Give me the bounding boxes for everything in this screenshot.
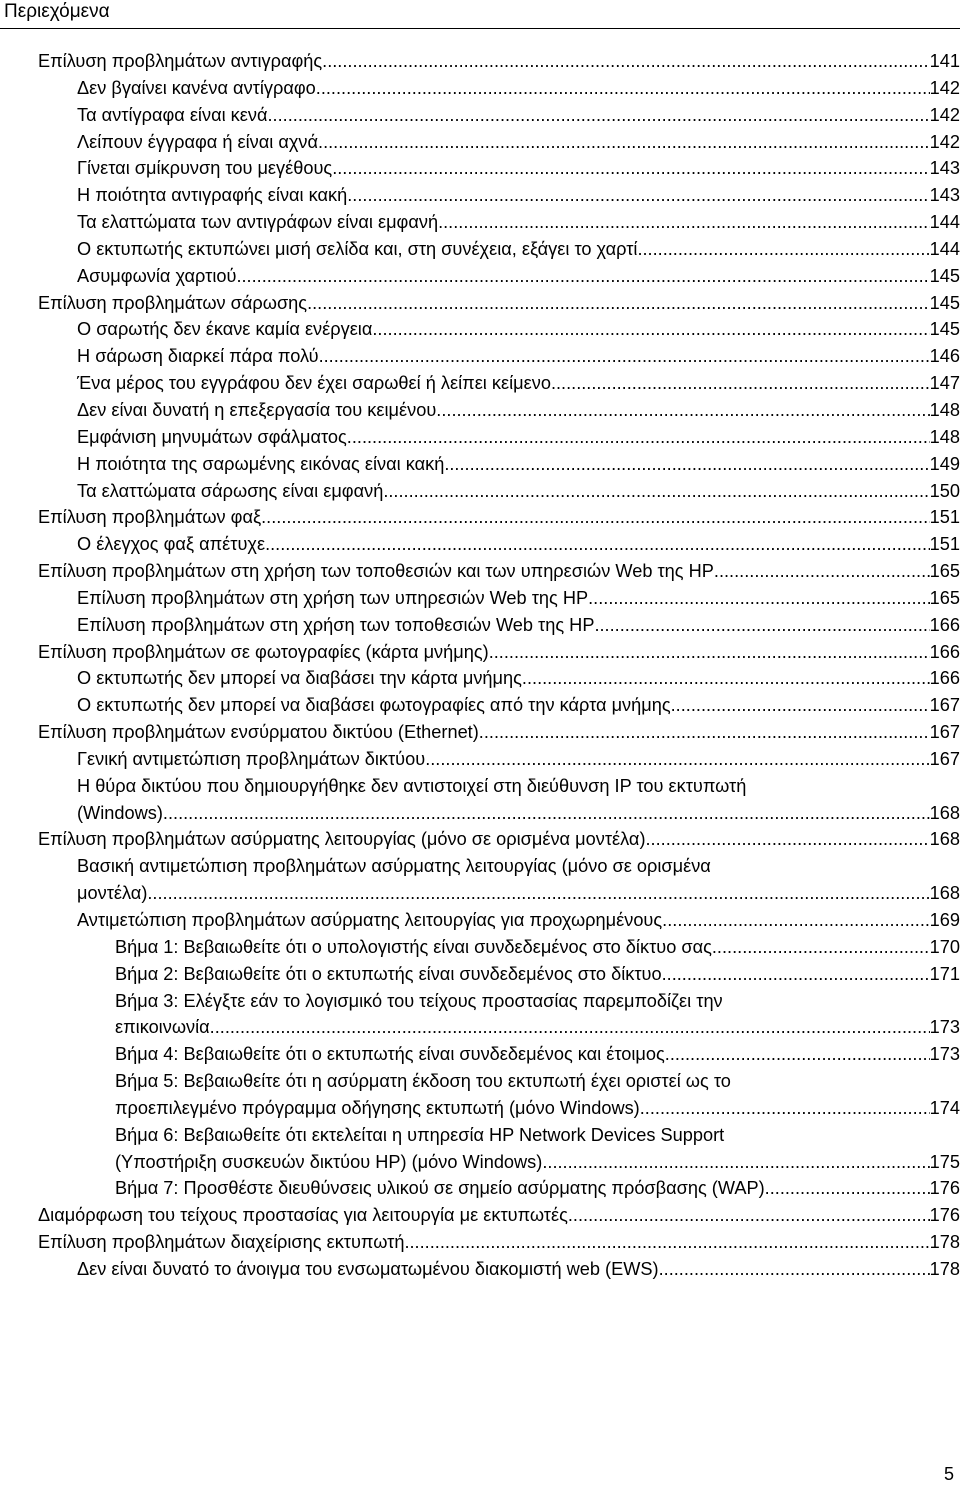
toc-entry[interactable] <box>0 585 960 612</box>
toc-page-number: 174 <box>929 1097 960 1118</box>
toc-entry[interactable] <box>0 558 960 585</box>
toc-page-number: 173 <box>929 1044 960 1065</box>
dot-leader <box>444 451 929 478</box>
dot-leader <box>372 316 929 343</box>
toc-entry-text: Ασυμφωνία χαρτιού <box>77 265 237 286</box>
dot-leader <box>347 424 930 451</box>
dot-leader <box>268 102 930 129</box>
toc-entry[interactable] <box>0 988 960 1042</box>
toc-page-number: 166 <box>929 668 960 689</box>
toc-entry[interactable] <box>0 1122 960 1176</box>
toc-page-number: 165 <box>929 587 960 608</box>
toc-page-number: 148 <box>929 399 960 420</box>
toc-entry-text: Ο εκτυπωτής εκτυπώνει μισή σελίδα και, στη συνέχεια, εξάγει το χαρτί <box>77 238 638 259</box>
dot-leader <box>522 665 930 692</box>
dot-leader <box>265 531 930 558</box>
toc-entry-text: Ένα μέρος του εγγράφου δεν έχει σαρωθεί ή λείπει κείμενο <box>77 373 551 394</box>
toc-entry-text: (Υποστήριξη συσκευών δικτύου HP) (μόνο Windows) <box>115 1151 543 1172</box>
dot-leader <box>322 48 930 75</box>
dot-leader <box>147 880 929 907</box>
toc-entry-text: Αντιμετώπιση προβλημάτων ασύρματης λειτουργίας για προχωρημένους <box>77 910 663 930</box>
toc-entry-text: Η ποιότητα αντιγραφής είναι κακή <box>77 185 348 206</box>
toc-page-number: 146 <box>929 346 960 367</box>
toc-entry-text: Τα ελαττώματα των αντιγράφων είναι εμφανή <box>77 212 439 233</box>
dot-leader <box>659 1256 930 1283</box>
toc-page-number: 166 <box>929 614 960 635</box>
toc-entry-text: Επίλυση προβλημάτων ασύρματης λειτουργίας (μόνο σε ορισμένα μοντέλα) <box>38 829 646 850</box>
dot-leader <box>551 370 930 397</box>
toc-entry[interactable] <box>0 397 960 424</box>
toc-entry[interactable] <box>0 182 960 209</box>
toc-entry[interactable] <box>0 209 960 236</box>
dot-leader <box>319 343 930 370</box>
toc-entry-text: (Windows) <box>77 802 163 823</box>
toc-entry-text-line: Βήμα 3: Ελέγξτε εάν το λογισμικό του τείχους προστασίας παρεμποδίζει την <box>115 990 723 1011</box>
table-of-contents <box>0 48 960 1283</box>
toc-entry[interactable] <box>0 48 960 75</box>
toc-page-number: 169 <box>929 910 960 930</box>
toc-page-number: 178 <box>929 1258 960 1279</box>
toc-page-number: 142 <box>929 131 960 152</box>
toc-entry[interactable] <box>0 102 960 129</box>
toc-entry[interactable] <box>0 1175 960 1202</box>
toc-entry-text: Ο εκτυπωτής δεν μπορεί να διαβάσει φωτογραφίες από την κάρτα μνήμης <box>77 695 671 716</box>
toc-page-number: 178 <box>929 1232 960 1253</box>
toc-page-number: 147 <box>929 373 960 394</box>
toc-page-number: 143 <box>929 158 960 179</box>
toc-entry[interactable] <box>0 1202 960 1229</box>
dot-leader <box>163 800 930 827</box>
toc-entry[interactable] <box>0 665 960 692</box>
toc-entry-text: Επίλυση προβλημάτων διαχείρισης εκτυπωτή <box>38 1232 405 1253</box>
toc-page-number: 142 <box>929 104 960 125</box>
toc-entry-text: Λείπουν έγγραφα ή είναι αχνά <box>77 131 319 152</box>
dot-leader <box>646 826 930 853</box>
toc-entry-text-line: Βασική αντιμετώπιση προβλημάτων ασύρματης λειτουργίας (μόνο σε ορισμένα <box>77 856 711 877</box>
toc-entry[interactable] <box>0 719 960 746</box>
toc-entry-text: Διαμόρφωση του τείχους προστασίας για λειτουργία με εκτυπωτές <box>38 1205 568 1226</box>
dot-leader <box>347 182 929 209</box>
dot-leader <box>316 75 930 102</box>
toc-entry-text: Εμφάνιση μηνυμάτων σφάλματος <box>77 426 347 447</box>
toc-entry-text: Δεν είναι δυνατή η επεξεργασία του κειμένου <box>77 399 437 420</box>
toc-page-number: 145 <box>929 265 960 286</box>
dot-leader <box>640 1095 930 1122</box>
toc-page-number: 145 <box>929 319 960 340</box>
toc-entry-text: Η ποιότητα της σαρωμένης εικόνας είναι κακή <box>77 453 445 474</box>
toc-entry-text: Επίλυση προβλημάτων στη χρήση των τοποθεσιών και των υπηρεσιών Web της HP <box>38 561 714 582</box>
toc-page-number: 176 <box>929 1205 960 1226</box>
toc-page-number: 144 <box>929 238 960 259</box>
dot-leader <box>438 209 930 236</box>
toc-page-number: 165 <box>929 561 960 582</box>
toc-entry[interactable] <box>0 1229 960 1256</box>
toc-entry[interactable] <box>0 370 960 397</box>
toc-entry[interactable] <box>0 424 960 451</box>
toc-entry-text: Επίλυση προβλημάτων φαξ <box>38 507 262 528</box>
toc-entry-text: Γενική αντιμετώπιση προβλημάτων δικτύου <box>77 748 426 769</box>
toc-entry-text: Ο σαρωτής δεν έκανε καμία ενέργεια <box>77 319 373 340</box>
toc-entry-text: Βήμα 7: Προσθέστε διευθύνσεις υλικού σε σημείο ασύρματης πρόσβασης (WAP) <box>115 1178 765 1199</box>
toc-entry[interactable] <box>0 961 960 988</box>
dot-leader <box>236 263 929 290</box>
dot-leader <box>662 961 930 988</box>
toc-entry[interactable] <box>0 612 960 639</box>
toc-page-number: 141 <box>929 51 960 71</box>
toc-page-number: 173 <box>929 1017 960 1038</box>
toc-entry-text: επικοινωνία <box>115 1017 210 1038</box>
toc-entry-text: Βήμα 1: Βεβαιωθείτε ότι ο υπολογιστής είναι συνδεδεμένος στο δίκτυο σας <box>115 936 712 957</box>
toc-entry[interactable] <box>0 155 960 182</box>
toc-entry-text: Δεν είναι δυνατό το άνοιγμα του ενσωματωμένου διακομιστή web (EWS) <box>77 1258 659 1279</box>
toc-entry-text: Τα αντίγραφα είναι κενά <box>77 104 268 125</box>
toc-entry-text: Βήμα 2: Βεβαιωθείτε ότι ο εκτυπωτής είναι συνδεδεμένος στο δίκτυο <box>115 963 662 984</box>
page-header <box>0 0 960 29</box>
toc-page-number: 167 <box>929 695 960 716</box>
dot-leader <box>307 290 930 317</box>
toc-page-number: 171 <box>929 963 960 984</box>
toc-entry[interactable] <box>0 934 960 961</box>
toc-entry[interactable] <box>0 504 960 531</box>
toc-entry[interactable] <box>0 746 960 773</box>
toc-entry-text: προεπιλεγμένο πρόγραμμα οδήγησης εκτυπωτή (μόνο Windows) <box>115 1097 640 1118</box>
toc-page-number: 170 <box>929 936 960 957</box>
dot-leader <box>383 478 929 505</box>
toc-page-number: 145 <box>929 292 960 313</box>
toc-entry[interactable] <box>0 129 960 156</box>
dot-leader <box>318 129 930 156</box>
toc-entry[interactable] <box>0 639 960 666</box>
toc-page-number: 176 <box>929 1178 960 1199</box>
dot-leader <box>662 907 929 934</box>
dot-leader <box>261 504 930 531</box>
dot-leader <box>542 1149 929 1176</box>
toc-entry-text: Η σάρωση διαρκεί πάρα πολύ <box>77 346 319 367</box>
toc-page-number: 168 <box>929 802 960 823</box>
toc-entry[interactable] <box>0 1256 960 1283</box>
toc-entry-text: Επίλυση προβλημάτων σε φωτογραφίες (κάρτα μνήμης) <box>38 641 489 662</box>
toc-entry-text-line: Η θύρα δικτύου που δημιουργήθηκε δεν αντιστοιχεί στη διεύθυνση IP του εκτυπωτή <box>77 775 747 796</box>
dot-leader <box>671 692 930 719</box>
dot-leader <box>588 585 930 612</box>
toc-entry-text: Επίλυση προβλημάτων ενσύρματου δικτύου (Ethernet) <box>38 722 479 743</box>
toc-page-number: 168 <box>929 829 960 850</box>
dot-leader <box>568 1202 930 1229</box>
dot-leader <box>637 236 929 263</box>
toc-entry-text: Επίλυση προβλημάτων σάρωσης <box>38 292 308 313</box>
toc-entry[interactable] <box>0 1041 960 1068</box>
toc-entry[interactable] <box>0 773 960 827</box>
toc-page-number: 144 <box>929 212 960 233</box>
toc-entry[interactable] <box>0 236 960 263</box>
toc-entry[interactable] <box>0 478 960 505</box>
dot-leader <box>489 639 930 666</box>
toc-entry[interactable] <box>0 1068 960 1122</box>
toc-entry-text: Δεν βγαίνει κανένα αντίγραφο <box>77 77 316 98</box>
toc-page-number: 168 <box>929 883 960 904</box>
toc-entry-text: Ο εκτυπωτής δεν μπορεί να διαβάσει την κάρτα μνήμης <box>77 668 522 689</box>
toc-entry[interactable] <box>0 531 960 558</box>
dot-leader <box>425 746 929 773</box>
toc-entry[interactable] <box>0 907 960 934</box>
toc-entry-text: Επίλυση προβλημάτων αντιγραφής <box>38 51 323 71</box>
toc-page-number: 167 <box>929 722 960 743</box>
toc-entry-text: μοντέλα) <box>77 883 148 904</box>
toc-entry-text: Επίλυση προβλημάτων στη χρήση των υπηρεσιών Web της HP <box>77 587 589 608</box>
toc-entry[interactable] <box>0 451 960 478</box>
toc-page-number: 175 <box>929 1151 960 1172</box>
dot-leader <box>332 155 929 182</box>
toc-page-number: 149 <box>929 453 960 474</box>
toc-page-number: 150 <box>929 480 960 501</box>
toc-entry[interactable] <box>0 75 960 102</box>
page-title: Περιεχόμενα <box>4 1 110 22</box>
dot-leader <box>404 1229 929 1256</box>
dot-leader <box>765 1175 930 1202</box>
toc-page-number: 166 <box>929 641 960 662</box>
toc-entry[interactable] <box>0 290 960 317</box>
toc-entry-text-line: Βήμα 6: Βεβαιωθείτε ότι εκτελείται η υπηρεσία HP Network Devices Support <box>115 1124 725 1145</box>
toc-entry[interactable] <box>0 343 960 370</box>
toc-page-number: 143 <box>929 185 960 206</box>
toc-page-number: 151 <box>929 507 960 528</box>
toc-entry-text: Επίλυση προβλημάτων στη χρήση των τοποθεσιών Web της HP <box>77 614 595 635</box>
dot-leader <box>714 558 930 585</box>
toc-entry[interactable] <box>0 263 960 290</box>
toc-page-number: 148 <box>929 426 960 447</box>
toc-entry[interactable] <box>0 853 960 907</box>
page-number: 5 <box>943 1464 954 1484</box>
dot-leader <box>436 397 929 424</box>
toc-entry[interactable] <box>0 316 960 343</box>
toc-page-number: 167 <box>929 748 960 769</box>
toc-page-number: 142 <box>929 77 960 98</box>
toc-entry-text-line: Βήμα 5: Βεβαιωθείτε ότι η ασύρματη έκδοση του εκτυπωτή έχει οριστεί ως το <box>115 1071 731 1092</box>
toc-entry-text: Γίνεται σμίκρυνση του μεγέθους <box>77 158 333 179</box>
toc-entry[interactable] <box>0 826 960 853</box>
dot-leader <box>210 1014 930 1041</box>
toc-entry-text: Ο έλεγχος φαξ απέτυχε <box>77 534 266 555</box>
toc-entry-text: Τα ελαττώματα σάρωσης είναι εμφανή <box>77 480 384 501</box>
toc-entry-text: Βήμα 4: Βεβαιωθείτε ότι ο εκτυπωτής είναι συνδεδεμένος και έτοιμος <box>115 1044 665 1065</box>
toc-page-number: 151 <box>929 534 960 555</box>
toc-entry[interactable] <box>0 692 960 719</box>
dot-leader <box>665 1041 930 1068</box>
dot-leader <box>479 719 930 746</box>
dot-leader <box>594 612 929 639</box>
dot-leader <box>712 934 930 961</box>
